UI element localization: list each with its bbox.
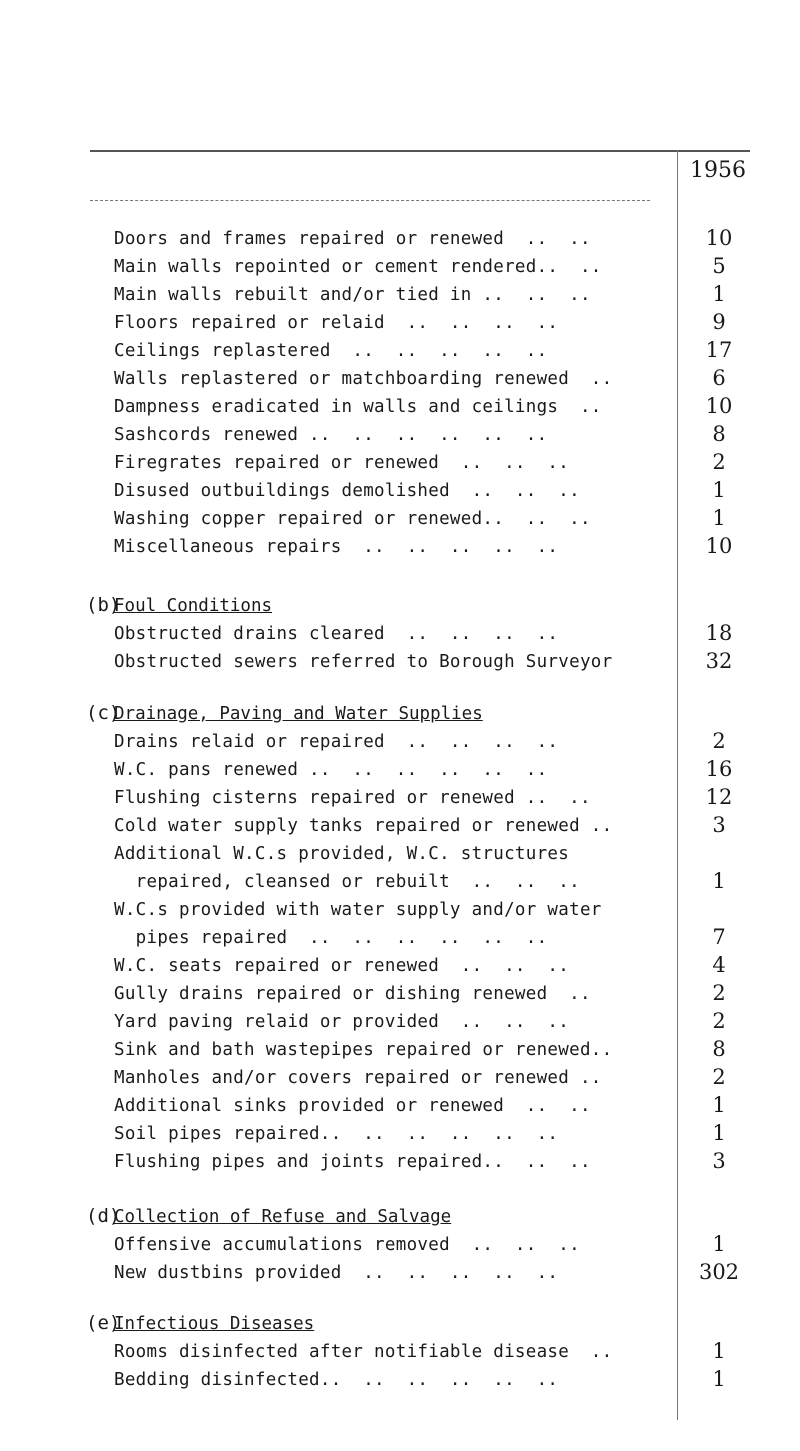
item-label: W.C. pans renewed .. .. .. .. .. .. [114,760,548,780]
section-title: Drainage, Paving and Water Supplies [114,704,483,724]
section-letter: (b) [86,594,121,616]
section-title: Infectious Diseases [114,1314,315,1334]
item-label: Washing copper repaired or renewed.. .. .. [114,509,591,529]
item-label: Firegrates repaired or renewed .. .. .. [114,453,570,473]
item-value: 32 [705,649,733,673]
item-value: 1 [712,478,726,502]
item-value: 9 [712,310,726,334]
item-value: 6 [712,366,726,390]
item-value: 10 [705,394,733,418]
item-label: W.C.s provided with water supply and/or water [114,900,602,920]
item-value: 17 [705,338,733,362]
column-divider [677,150,678,1420]
item-label: Additional sinks provided or renewed .. .. [114,1096,591,1116]
item-label: Main walls rebuilt and/or tied in .. .. .. [114,285,591,305]
item-value: 12 [705,785,733,809]
year-column-header: 1956 [690,158,746,183]
item-label: Soil pipes repaired.. .. .. .. .. .. [114,1124,559,1144]
item-label: Dampness eradicated in walls and ceilings .. [114,397,602,417]
item-label: Sink and bath wastepipes repaired or renewed.. [114,1040,613,1060]
section-title: Collection of Refuse and Salvage [114,1207,452,1227]
item-value: 1 [712,1232,726,1256]
item-value: 1 [712,1093,726,1117]
item-value: 18 [705,621,733,645]
item-label: Main walls repointed or cement rendered.. .. [114,257,602,277]
item-value: 302 [698,1260,740,1284]
section-letter: (d) [86,1205,121,1227]
item-value: 5 [712,254,726,278]
item-label: Drains relaid or repaired .. .. .. .. [114,732,559,752]
item-label: Yard paving relaid or provided .. .. .. [114,1012,570,1032]
item-label: Flushing pipes and joints repaired.. .. .. [114,1152,591,1172]
item-value: 1 [712,282,726,306]
item-value: 8 [712,1037,726,1061]
item-label: W.C. seats repaired or renewed .. .. .. [114,956,570,976]
top-rule [90,150,750,152]
item-value: 16 [705,757,733,781]
item-label: Flushing cisterns repaired or renewed .. .. [114,788,591,808]
item-label: Manholes and/or covers repaired or renewed .. [114,1068,602,1088]
item-value: 3 [712,1149,726,1173]
item-value: 10 [705,226,733,250]
item-label: pipes repaired .. .. .. .. .. .. [114,928,548,948]
item-label: Walls replastered or matchboarding renewed .. [114,369,613,389]
item-label: Additional W.C.s provided, W.C. structures [114,844,570,864]
item-value: 1 [712,869,726,893]
item-label: Offensive accumulations removed .. .. .. [114,1235,580,1255]
item-label: New dustbins provided .. .. .. .. .. [114,1263,559,1283]
item-label: Disused outbuildings demolished .. .. .. [114,481,580,501]
item-value: 3 [712,813,726,837]
item-label: Floors repaired or relaid .. .. .. .. [114,313,559,333]
item-value: 1 [712,1367,726,1391]
item-value: 2 [712,450,726,474]
item-value: 1 [712,1121,726,1145]
item-value: 1 [712,506,726,530]
item-label: Miscellaneous repairs .. .. .. .. .. [114,537,559,557]
item-value: 7 [712,925,726,949]
item-value: 4 [712,953,726,977]
item-value: 1 [712,1339,726,1363]
header-rule [90,200,650,201]
item-value: 2 [712,1009,726,1033]
item-label: repaired, cleansed or rebuilt .. .. .. [114,872,580,892]
item-value: 2 [712,981,726,1005]
item-label: Obstructed drains cleared .. .. .. .. [114,624,559,644]
item-value: 10 [705,534,733,558]
item-value: 2 [712,729,726,753]
item-label: Gully drains repaired or dishing renewed .. [114,984,591,1004]
item-label: Ceilings replastered .. .. .. .. .. [114,341,548,361]
item-label: Rooms disinfected after notifiable disease .. [114,1342,613,1362]
item-label: Obstructed sewers referred to Borough Surveyor [114,652,613,672]
item-value: 2 [712,1065,726,1089]
section-title: Foul Conditions [114,596,273,616]
section-letter: (c) [86,702,121,724]
item-label: Sashcords renewed .. .. .. .. .. .. [114,425,548,445]
item-label: Bedding disinfected.. .. .. .. .. .. [114,1370,559,1390]
section-letter: (e) [86,1312,121,1334]
item-label: Doors and frames repaired or renewed .. .. [114,229,591,249]
item-value: 8 [712,422,726,446]
item-label: Cold water supply tanks repaired or renewed .. [114,816,613,836]
